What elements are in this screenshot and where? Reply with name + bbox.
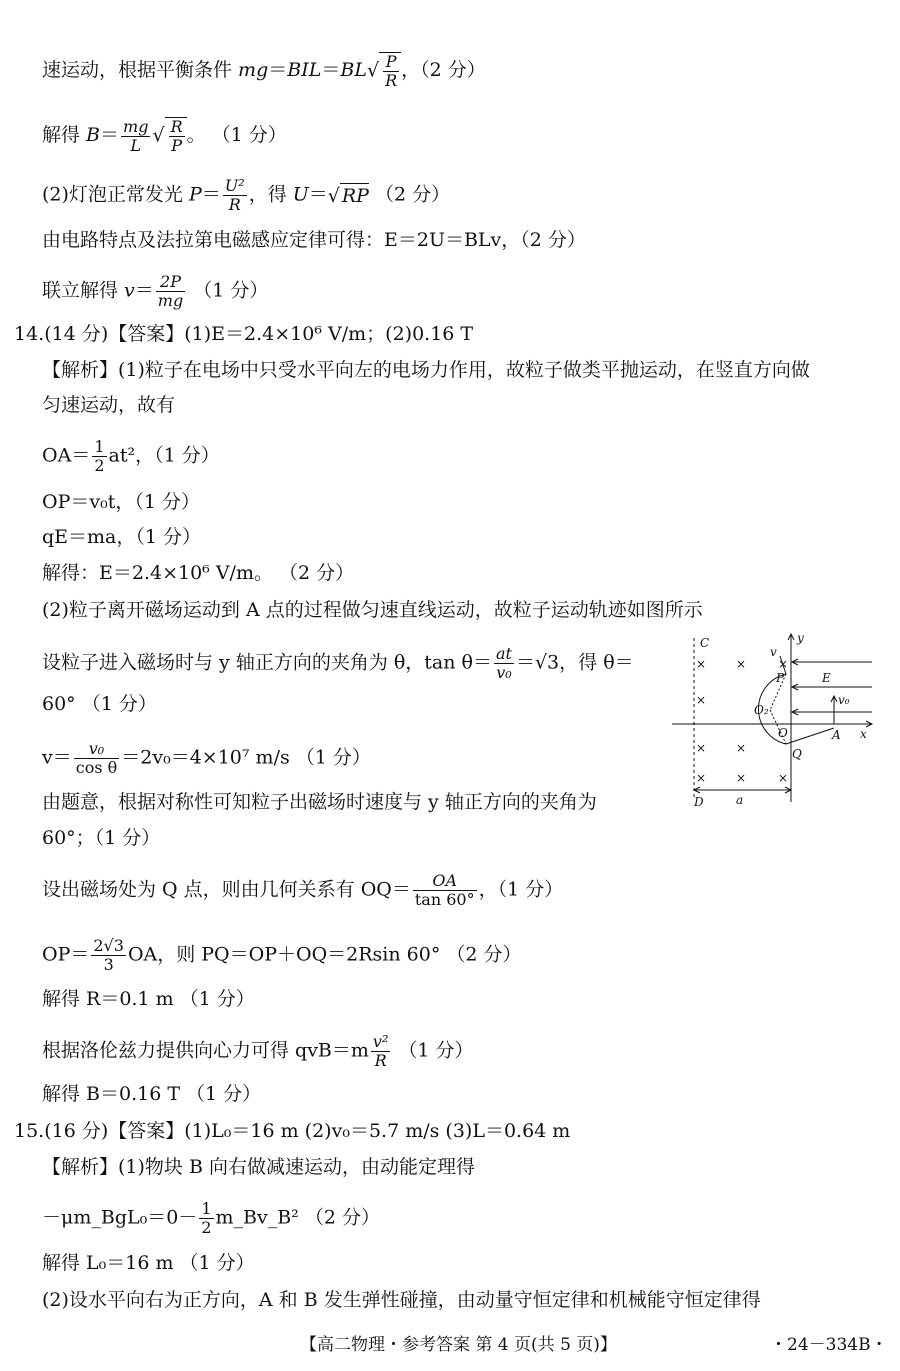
fraction (156, 273, 185, 310)
trajectory-line-qa (786, 728, 834, 744)
q14-line: 解得 R＝0.1 m （1 分） (42, 988, 255, 1010)
num: v² (372, 1032, 389, 1051)
q14-line (42, 645, 634, 682)
label-d: D (694, 795, 704, 809)
den: 3 (103, 955, 114, 974)
fraction (74, 740, 120, 777)
q14-line: 解得：E＝2.4×10⁶ V/m。 （2 分） (42, 562, 355, 584)
den: v₀ (496, 663, 512, 682)
text: 。 （1 分） (186, 124, 287, 146)
radicand: RP (341, 185, 369, 207)
fraction (121, 118, 150, 155)
text: OP＝ (42, 943, 90, 966)
num: 2√3 (93, 936, 124, 955)
q14-line: 匀速运动，故有 (42, 394, 176, 416)
label-p: P (776, 671, 785, 685)
fraction (169, 118, 185, 155)
q15-header (14, 1119, 570, 1143)
q14-line: OP＝v₀t，（1 分） (42, 491, 200, 513)
fraction (494, 645, 514, 682)
footer-page-info: 【高二物理・参考答案 第 4 页(共 5 页)】 (300, 1335, 617, 1355)
text: ＝√3，得 θ＝ (515, 651, 634, 674)
den: mg (157, 291, 184, 310)
text: OA，则 PQ＝OP＋OQ＝2Rsin 60° （2 分） (127, 943, 522, 966)
num: 2P (156, 273, 185, 292)
label-y: y (797, 632, 804, 645)
label-e: E (822, 671, 831, 685)
field-cross: × (736, 657, 747, 671)
num: OA (413, 872, 477, 891)
line-combine (42, 273, 268, 310)
text: at²，（1 分） (108, 444, 220, 467)
text: 设粒子进入磁场时与 y 轴正方向的夹角为 θ，tan θ＝ (42, 651, 492, 674)
question-number: 15. (14, 1120, 45, 1142)
field-cross: × (778, 771, 789, 785)
line-balance (42, 52, 486, 90)
num: 1 (94, 437, 105, 456)
text: ＝2v₀＝4×10⁷ m/s （1 分） (121, 746, 371, 769)
fraction (383, 53, 399, 90)
num: mg (123, 116, 149, 136)
text: m_Bv_B² （2 分） (215, 1206, 380, 1229)
q15-line (42, 1200, 380, 1237)
den: P (171, 136, 182, 155)
footer-code: ・24－334B・ (770, 1335, 888, 1355)
text: BL (340, 59, 367, 81)
label-a: A (832, 728, 841, 742)
den: R (228, 195, 241, 214)
text: ＝ (268, 59, 288, 81)
text: v (124, 279, 135, 302)
text: v＝ (42, 746, 72, 769)
q14-line (42, 872, 563, 909)
sqrt: √ $\frac{R}{P}$ (152, 117, 186, 155)
label-v: v (770, 645, 777, 659)
text: ＝ (201, 183, 221, 206)
text: OA＝ (42, 444, 91, 467)
text: ＝ (308, 183, 328, 206)
den: 2 (201, 1218, 212, 1237)
fraction (413, 872, 477, 909)
field-cross: × (778, 657, 789, 671)
field-cross: × (736, 771, 747, 785)
num: R (170, 117, 183, 136)
fraction (92, 438, 106, 475)
label-v0: v₀ (838, 693, 850, 707)
text: (2)灯泡正常发光 (42, 183, 189, 206)
question-number: 14. (14, 323, 45, 345)
line-solve-b (42, 117, 287, 155)
text: （1 分） (193, 279, 269, 302)
field-cross: × (696, 693, 707, 707)
field-cross: × (696, 771, 707, 785)
text: ，（2 分） (401, 59, 486, 81)
text: U (292, 183, 309, 206)
q14-line: (2)粒子离开磁场运动到 A 点的过程做匀速直线运动，故粒子运动轨迹如图所示 (42, 599, 703, 621)
den: 2 (94, 456, 105, 475)
q15-line: (2)设水平向右为正方向，A 和 B 发生弹性碰撞，由动量守恒定律和机械能守恒定律得 (42, 1289, 761, 1311)
label-o: O (778, 726, 788, 740)
line-circuit: 由电路特点及法拉第电磁感应定律可得：E＝2U＝BLv，（2 分） (42, 229, 586, 251)
q14-line: qE＝ma，（1 分） (42, 526, 202, 548)
fraction (199, 1200, 213, 1237)
den: R (374, 1051, 387, 1070)
q14-line (42, 1033, 474, 1070)
sqrt: √ $\frac{P}{R}$ (367, 52, 401, 90)
text: 设出磁场处为 Q 点，则由几何关系有 OQ＝ (42, 878, 411, 901)
q14-line (42, 937, 522, 974)
q14-line (42, 438, 220, 475)
text: ，得 (248, 183, 293, 206)
text: 速运动，根据平衡条件 (42, 59, 239, 81)
label-x: x (860, 727, 867, 741)
text: 联立解得 (42, 279, 125, 302)
text: －μm_BgL₀＝0－ (42, 1206, 198, 1229)
label-dim-a: a (736, 793, 744, 807)
text: 根据洛伦兹力提供向心力可得 qvB＝m (42, 1039, 369, 1062)
text: 解得 (42, 124, 87, 146)
text: ＝ (321, 59, 341, 81)
den: cos θ (75, 758, 118, 777)
q14-line: 由题意，根据对称性可知粒子出磁场时速度与 y 轴正方向的夹角为 (42, 791, 597, 813)
text: ，（1 分） (478, 878, 564, 901)
text: （1 分） (398, 1039, 474, 1062)
field-cross: × (736, 741, 747, 755)
fraction (91, 937, 126, 974)
text: ＝ (100, 124, 120, 146)
q14-header (14, 322, 473, 346)
label-q: Q (792, 747, 802, 761)
num: 1 (201, 1199, 212, 1218)
line-lamp (42, 177, 450, 214)
label-o2: O₂ (754, 703, 769, 717)
q14-line: 【解析】(1)粒子在电场中只受水平向左的电场力作用，故粒子做类平抛运动，在竖直方向做 (42, 359, 810, 381)
q14-line: 60° （1 分） (42, 693, 157, 715)
text: B (86, 124, 101, 146)
text: ＝ (134, 279, 154, 302)
answer-summary: (14 分)【答案】(1)E＝2.4×10⁶ V/m；(2)0.16 T (44, 323, 474, 345)
q14-line (42, 740, 371, 777)
physics-diagram (672, 632, 894, 814)
q14-line: 60°；（1 分） (42, 827, 161, 849)
answer-summary: (16 分)【答案】(1)L₀＝16 m (2)v₀＝5.7 m/s (3)L＝0.64 m (44, 1120, 571, 1142)
den: tan 60° (414, 890, 475, 909)
field-cross: × (696, 657, 707, 671)
den: L (130, 135, 142, 155)
q14-line: 解得 B＝0.16 T （1 分） (42, 1083, 262, 1105)
text: mg (238, 59, 269, 81)
den: R (385, 71, 398, 90)
num: U² (224, 176, 245, 195)
label-c: C (700, 636, 710, 650)
fraction (371, 1033, 390, 1070)
sqrt: √ RP (327, 185, 369, 207)
num: at (495, 644, 512, 663)
field-cross: × (696, 741, 707, 755)
fraction (223, 177, 247, 214)
q15-line: 【解析】(1)物块 B 向右做减速运动，由动能定理得 (42, 1156, 475, 1178)
q15-line: 解得 L₀＝16 m （1 分） (42, 1252, 255, 1274)
text: （2 分） (375, 183, 451, 206)
num: v₀ (74, 740, 120, 759)
num: P (383, 53, 399, 72)
text: P (188, 183, 202, 206)
text: BIL (287, 59, 322, 81)
